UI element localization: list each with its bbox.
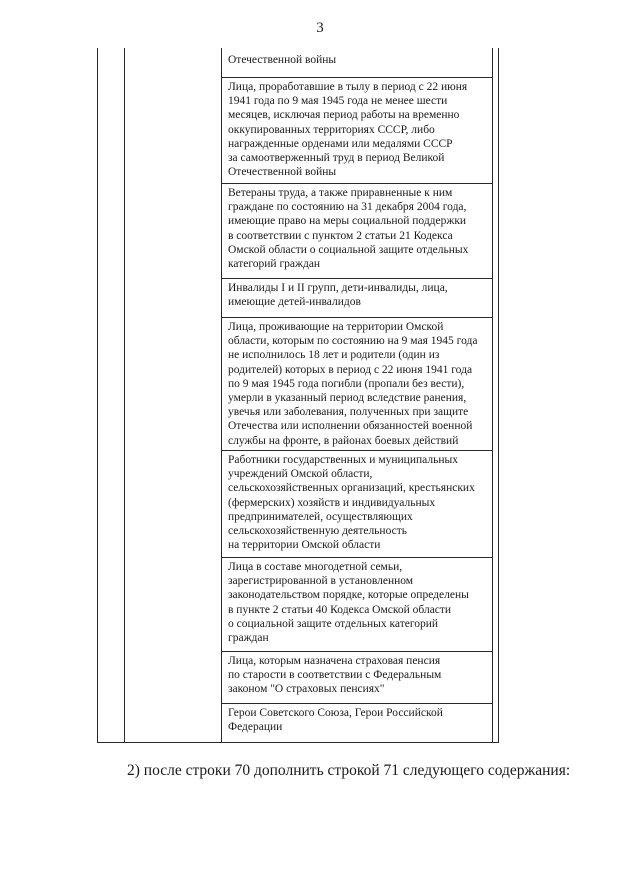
table-row-cell: Отечественной войны — [222, 51, 492, 78]
amendment-text: 2) после строки 70 дополнить строкой 71 следующего содержания: — [127, 762, 571, 779]
table-row-cell: Герои Советского Союза, Герои Российской Федерации — [228, 707, 443, 734]
column-divider-3 — [492, 48, 493, 743]
table-row-cell: Лица в составе многодетной семьи, зарегистрированной в установленном законодательством порядке, которые определены в пункте 2 статьи 40 Кодекса Омской области о социальной защите отдельных категорий граждан — [222, 558, 492, 652]
column-divider-1 — [124, 48, 125, 743]
table-row-cell: Лица, проживающие на территории Омской области, которым по состоянию на 9 мая 1945 года не исполнилось 18 лет и родители (один из родителей) которых в период с 22 июня 1941 года по 9 мая 1945 года погибли (пропали без вести), умерли в указанный период вследствие ранения, увечья или заболевания, полученных при защите Отечества или исполнении обязанностей военной службы на фронте, в районах боевых действий — [222, 318, 492, 451]
page-number: 3 — [316, 20, 324, 36]
table-row-cell: Работники государственных и муниципальных учреждений Омской области, сельскохозяйственных организаций, крестьянских (фермерских) хозяйств и индивидуальных предпринимателей, осуществляющих сельскохозяйственную деятельность на территории Омской области — [222, 451, 492, 558]
table-row-cell: Лица, проработавшие в тылу в период с 22 июня 1941 года по 9 мая 1945 года не менее шести месяцев, исключая период работы на временно оккупированных территориях СССР, либо награжденные орденами или медалями СССР за самоотверженный труд в период Великой Отечественной войны — [222, 78, 492, 184]
table-bottom-border — [98, 742, 498, 743]
table-row-cell: Ветераны труда, а также приравненные к ним граждане по состоянию на 31 декабря 2004 года, имеющие право на меры социальной поддержки в соответствии с пунктом 2 статьи 21 Кодекса Омской области о социальной защите отдельных категорий граждан — [222, 184, 492, 279]
table-row-cell: Лица, которым назначена страховая пенсия по старости в соответствии с Федеральным законом "О страховых пенсиях" — [222, 652, 492, 704]
table-row-cell: Инвалиды I и II групп, дети-инвалиды, лица, имеющие детей-инвалидов — [222, 279, 492, 318]
benefits-table — [97, 48, 499, 743]
